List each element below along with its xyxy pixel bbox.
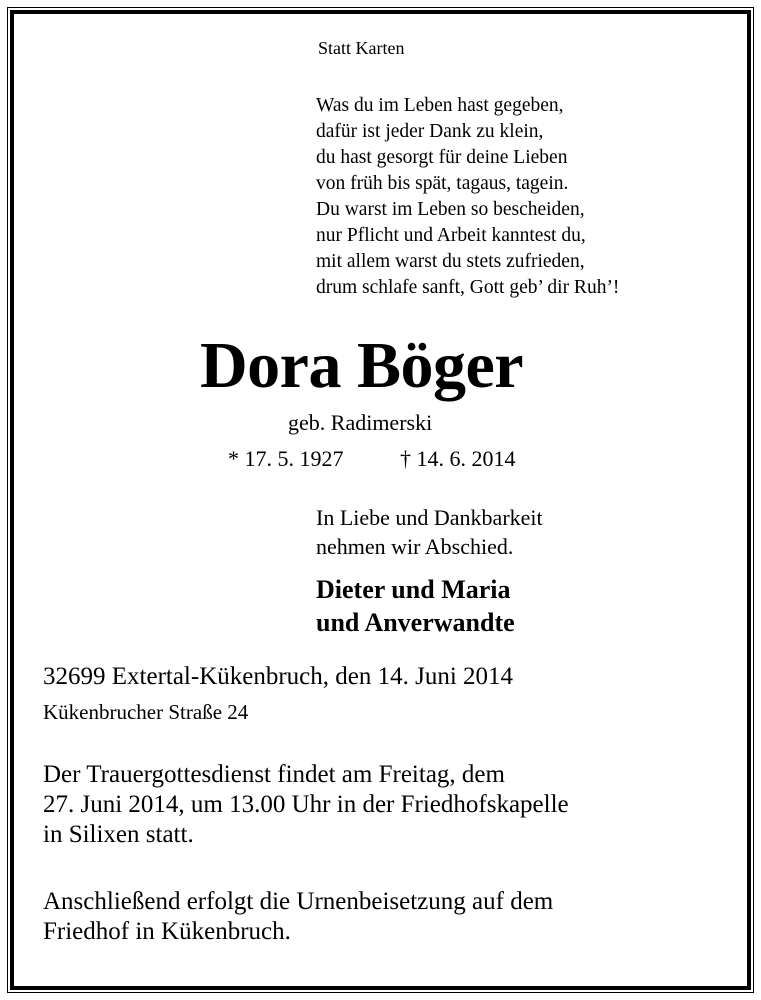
burial-line: Anschließend erfolgt die Urnenbeisetzung auf dem	[43, 888, 554, 915]
service-info	[43, 760, 569, 850]
birth-date: * 17. 5. 1927	[228, 446, 344, 471]
farewell-line: In Liebe und Dankbarkeit	[316, 505, 543, 530]
poem	[316, 93, 619, 301]
service-line: in Silixen statt.	[43, 821, 194, 848]
poem-line: Du warst im Leben so bescheiden,	[316, 199, 585, 220]
farewell-text	[316, 503, 543, 561]
maiden-name: geb. Radimerski	[288, 410, 433, 435]
poem-line: Was du im Leben hast gegeben,	[316, 95, 564, 116]
service-line: 27. Juni 2014, um 13.00 Uhr in der Friedhofskapelle	[43, 791, 569, 818]
deceased-name: Dora Böger	[200, 329, 524, 402]
mourners	[316, 573, 515, 639]
farewell-line: nehmen wir Abschied.	[316, 534, 514, 559]
poem-line: drum schlafe sanft, Gott geb’ dir Ruh’!	[316, 277, 620, 298]
mourners-line: und Anverwandte	[316, 608, 515, 637]
burial-line: Friedhof in Kükenbruch.	[43, 918, 291, 945]
service-line: Der Trauergottesdienst findet am Freitag, dem	[43, 761, 505, 788]
place-date: 32699 Extertal-Kükenbruch, den 14. Juni 2014	[43, 663, 514, 690]
mourners-line: Dieter und Maria	[316, 575, 511, 604]
poem-line: du hast gesorgt für deine Lieben	[316, 147, 568, 168]
street-address: Kükenbrucher Straße 24	[43, 700, 249, 724]
poem-line: von früh bis spät, tagaus, tagein.	[316, 173, 569, 194]
poem-line: dafür ist jeder Dank zu klein,	[316, 121, 544, 142]
burial-info	[43, 887, 553, 947]
poem-line: mit allem warst du stets zufrieden,	[316, 251, 585, 272]
death-date: † 14. 6. 2014	[400, 446, 516, 471]
poem-line: nur Pflicht und Arbeit kanntest du,	[316, 225, 586, 246]
statt-karten-note: Statt Karten	[318, 38, 405, 58]
